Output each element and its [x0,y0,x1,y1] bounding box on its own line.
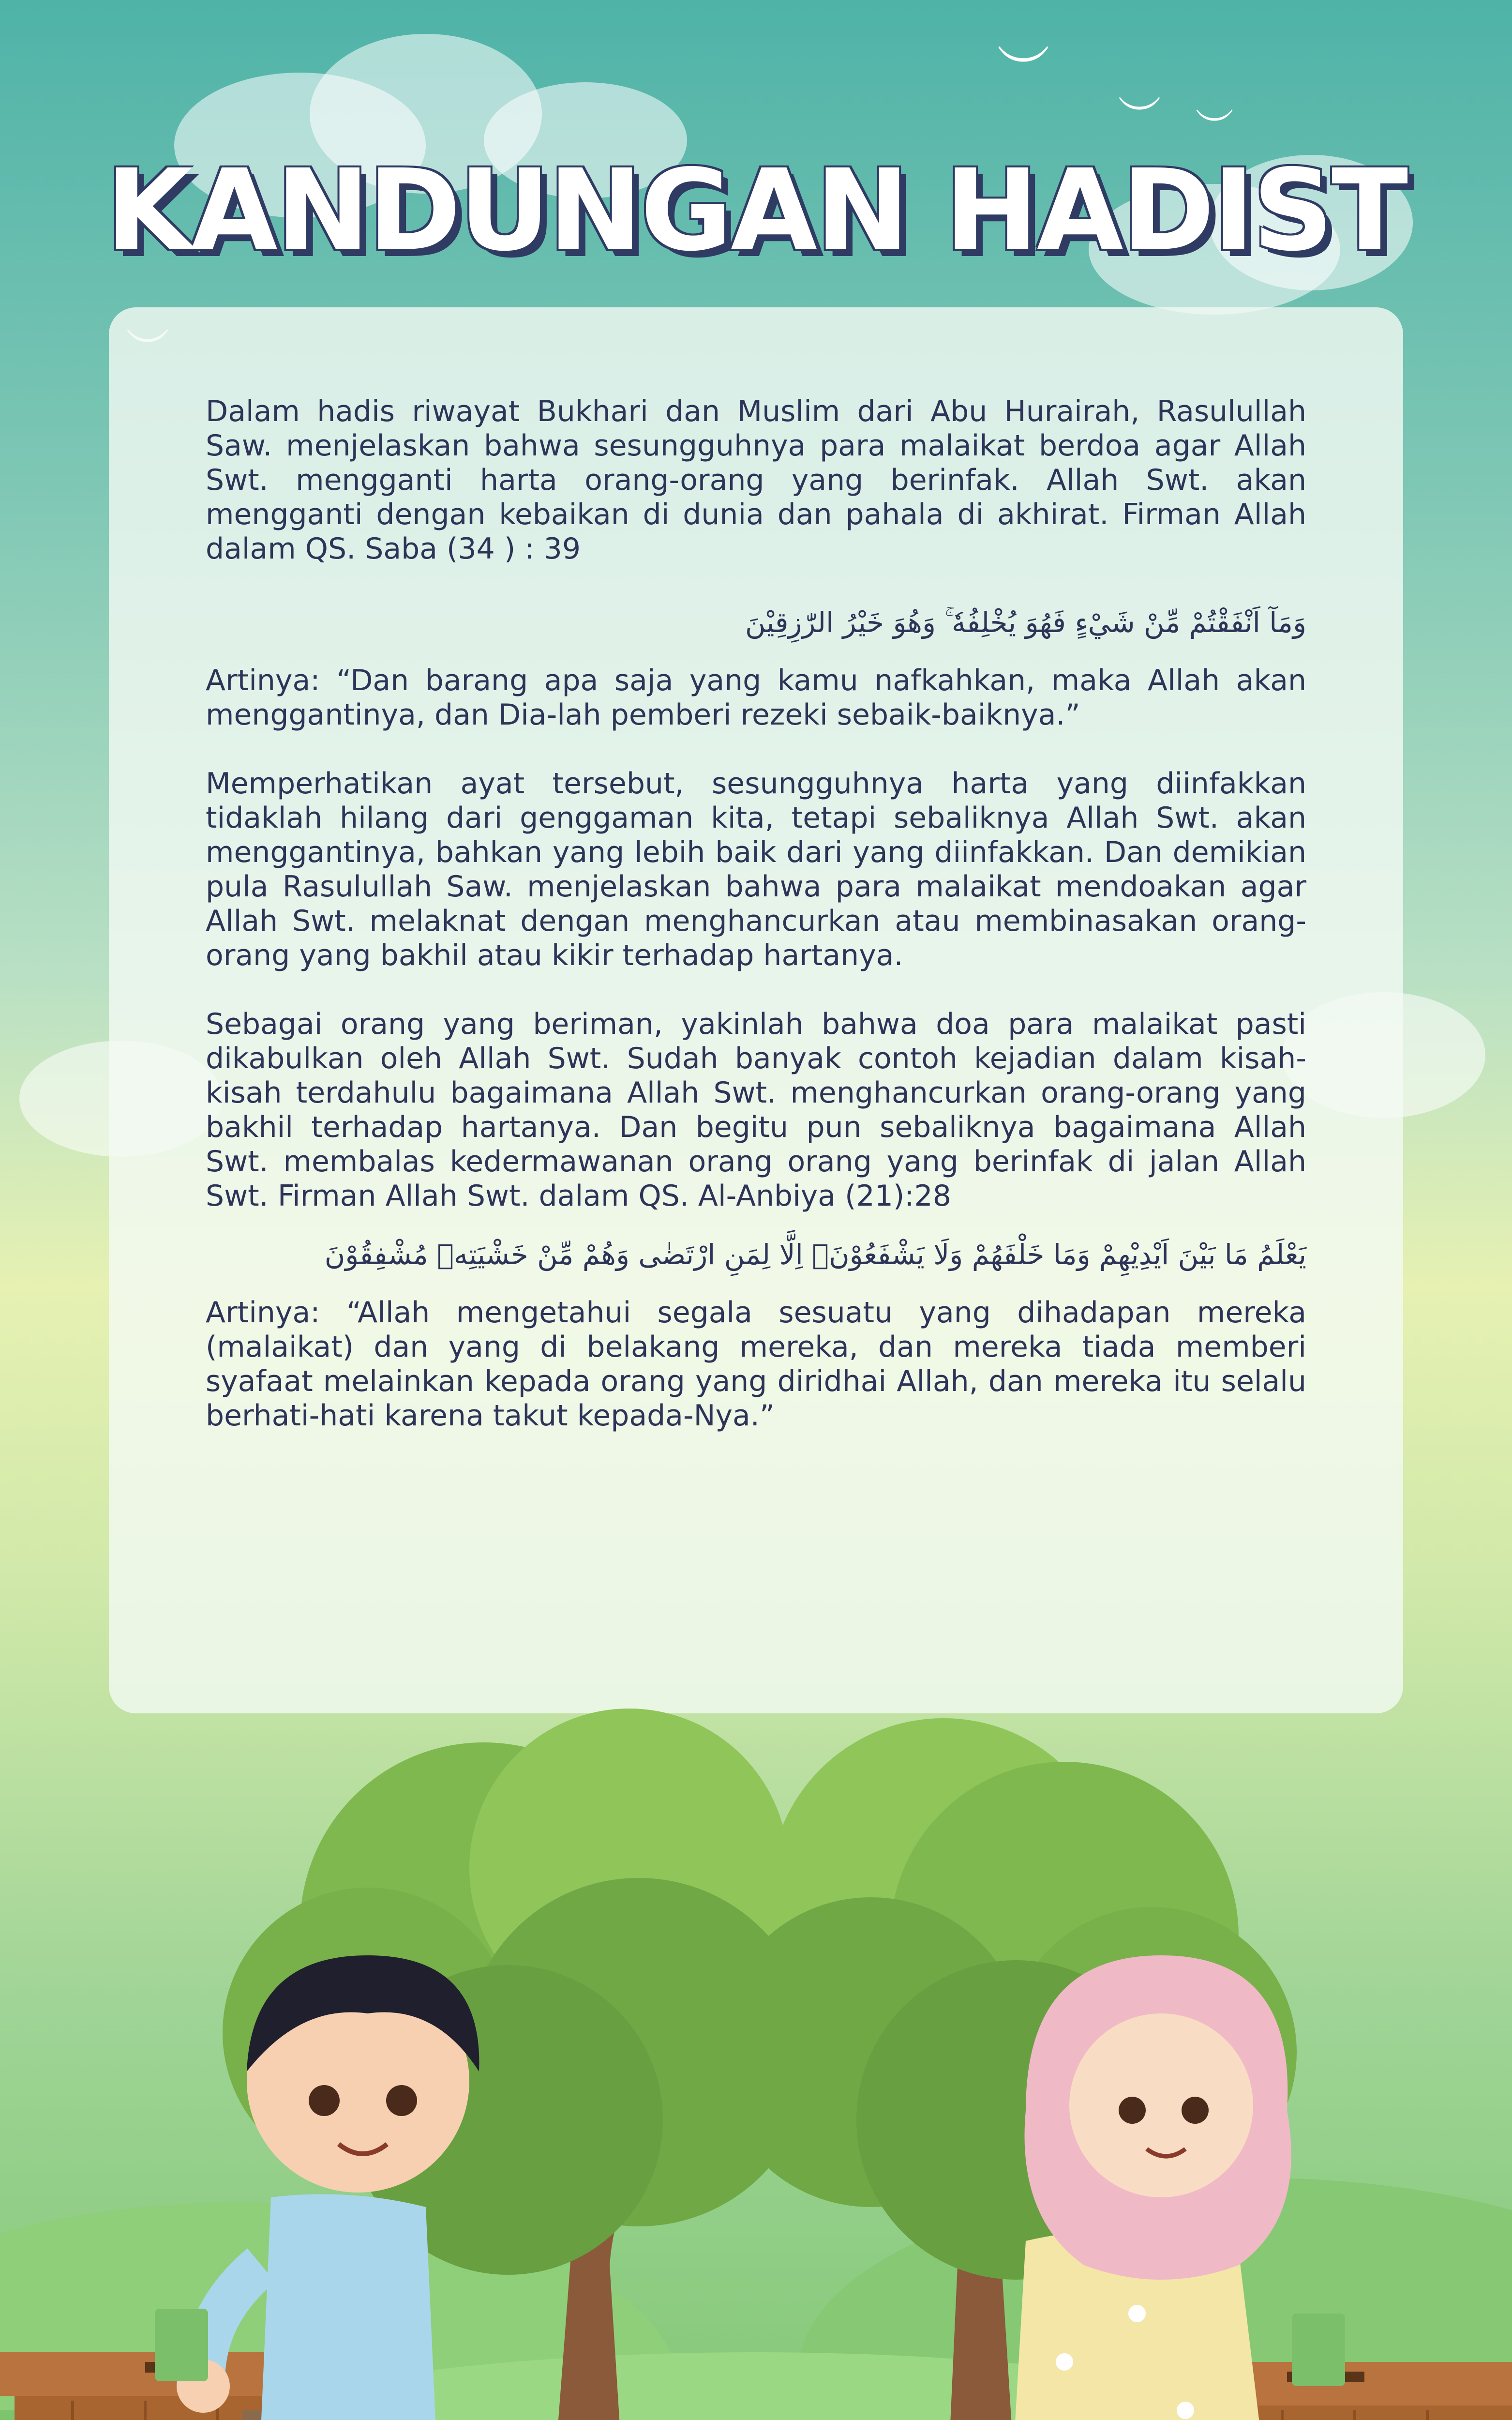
bird-icon: ︶ [997,41,1050,103]
arabic-verse-saba: وَمَآ اَنْفَقْتُمْ مِّنْ شَيْءٍ فَهُوَ يُخْلِفُهٗ ۚ وَهُوَ خَيْرُ الرّٰزِقِيْنَ [745,606,1306,639]
arabic-verse-anbiya: يَعْلَمُ مَا بَيْنَ اَيْدِيْهِمْ وَمَا خَلْفَهُمْ وَلَا يَشْفَعُوْنَۙ اِلَّا لِمَنِ ارْتَضٰى وَهُمْ مِّنْ خَشْيَتِهٖ مُشْفِقُوْنَ [324,1238,1306,1271]
money-bill-icon [155,2309,208,2381]
translation-anbiya: Artinya: “Allah mengetahui segala sesuatu yang dihadapan mereka (malaikat) dan yang di belakang mereka, dan mereka tiada memberi syafaat melainkan kepada orang yang diridhai Allah, dan mereka itu selalu berhati-hati karena takut kepada-Nya.” [206,1296,1306,1433]
paragraph-explanation: Memperhatikan ayat tersebut, sesungguhnya harta yang diinfakkan tidaklah hilang dari genggaman kita, tetapi sebaliknya Allah Swt. akan menggantinya, bahkan yang lebih baik dari yang diinfakkan. Dan demikian pula Rasulullah Saw. menjelaskan bahwa para malaikat mendoakan agar Allah Swt. melaknat dengan menghancurkan atau membinasakan orang-orang yang bakhil atau kikir terhadap hartanya. [206,767,1306,972]
bird-icon: ︶ [1195,106,1234,151]
bird-icon: ︶ [1118,92,1161,143]
content-body [206,394,1306,1433]
translation-saba: Artinya: “Dan barang apa saja yang kamu nafkahkan, maka Allah akan menggantinya, dan Dia-lah pemberi rezeki sebaik-baiknya.” [206,664,1306,732]
paragraph-believer: Sebagai orang yang beriman, yakinlah bahwa doa para malaikat pasti dikabulkan oleh Allah Swt. Sudah banyak contoh kejadian dalam kisah-kisah terdahulu bagaimana Allah Swt. menghancurkan orang-orang yang bakhil terhadap hartanya. Dan begitu pun sebaliknya bagaimana Allah Swt. membalas kedermawanan orang orang yang berinfak di jalan Allah Swt. Firman Allah Swt. dalam QS. Al-Anbiya (21):28 [206,1007,1306,1213]
money-bill-icon [1292,2314,1345,2386]
paragraph-intro: Dalam hadis riwayat Bukhari dan Muslim dari Abu Hurairah, Rasulullah Saw. menjelaskan bahwa sesungguhnya para malaikat berdoa agar Allah Swt. mengganti harta orang-orang yang berinfak. Allah Swt. akan mengganti dengan kebaikan di dunia dan pahala di akhirat. Firman Allah dalam QS. Saba (34 ) : 39 [206,394,1306,566]
illustration-scene [0,1684,1512,2420]
page-title: KANDUNGAN HADIST [105,145,1407,276]
